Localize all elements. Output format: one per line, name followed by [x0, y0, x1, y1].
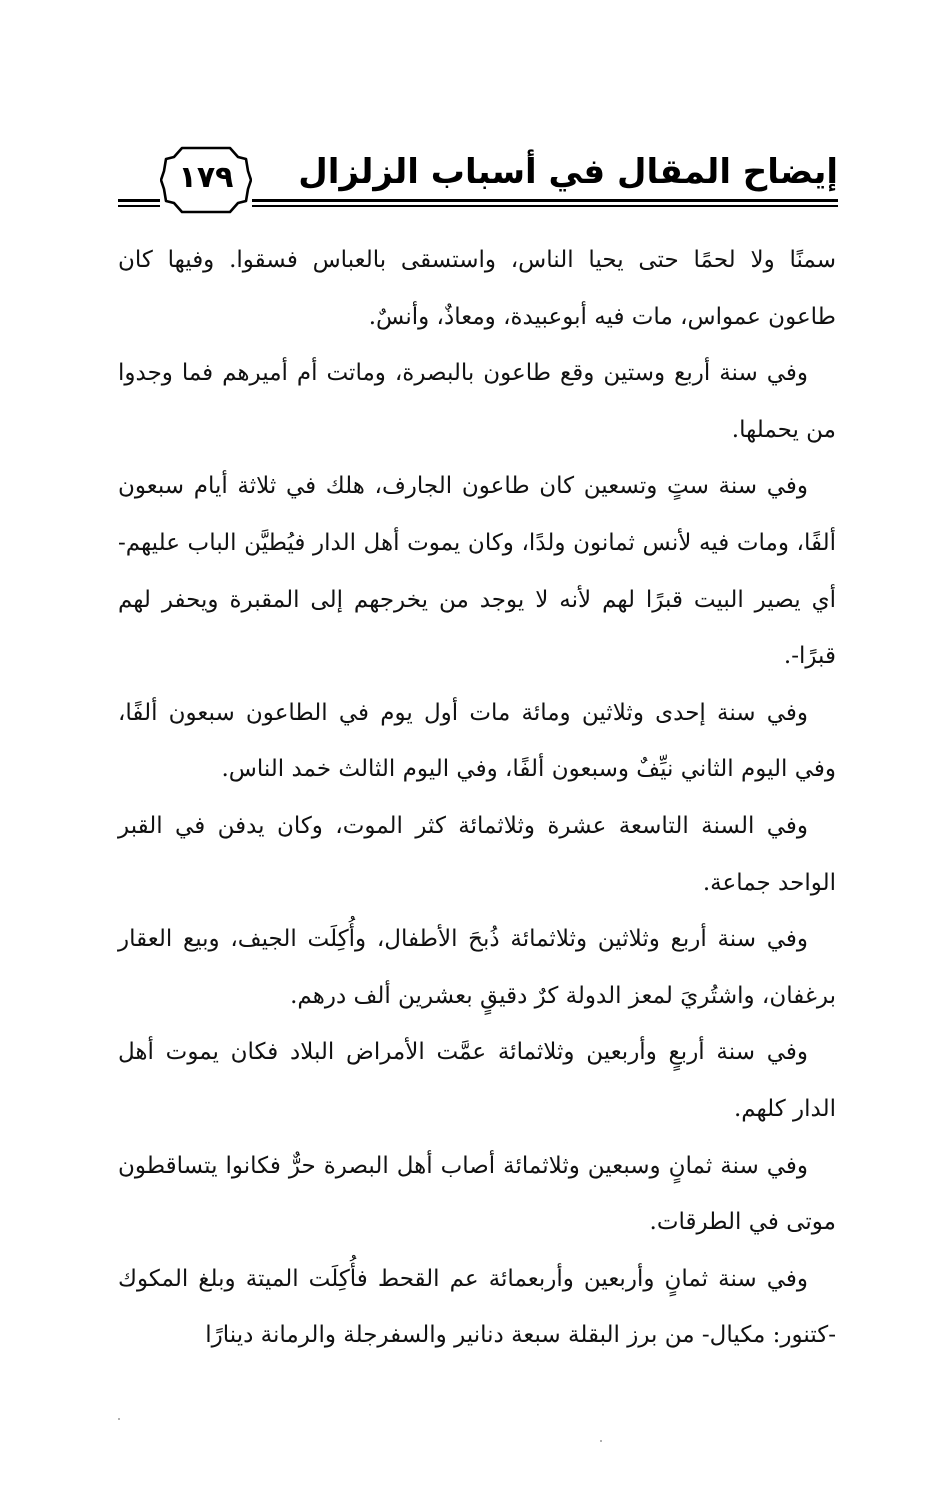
book-title: إيضاح المقال في أسباب الزلزال: [298, 152, 838, 192]
paragraph: وفي سنة ثمانٍ وسبعين وثلاثمائة أصاب أهل البصرة حرٌّ فكانوا يتساقطون موتى في الطرقات.: [118, 1152, 836, 1236]
paragraph: وفي سنة أربع وستين وقع طاعون بالبصرة، وماتت أم أميرهم فما وجدوا من يحملها.: [118, 360, 836, 443]
scan-speck: [600, 1440, 602, 1442]
paragraph: وفي سنة ثمانٍ وأربعين وأربعمائة عم القحط فأُكِلَت الميتة وبلغ المكوك -كتنور: مكيال- من برز البقلة سبعة دنانير والسفرجلة والرمانة دينارًا: [118, 1265, 836, 1349]
running-header: [118, 145, 838, 215]
paragraph: سمنًا ولا لحمًا حتى يحيا الناس، واستسقى بالعباس فسقوا. وفيها كان طاعون عمواس، مات فيه أبوعبيدة، ومعاذٌ، وأنسٌ.: [118, 247, 836, 330]
paragraph: وفي سنة أربع وثلاثين وثلاثمائة ذُبحَ الأطفال، وأُكِلَت الجيف، وبيع العقار برغفان، واشتُريَ لمعز الدولة كرٌ دقيقٍ بعشرين ألف درهم.: [118, 926, 836, 1009]
paragraph: وفي سنة أربعٍ وأربعين وثلاثمائة عمَّت الأمراض البلاد فكان يموت أهل الدار كلهم.: [118, 1039, 836, 1122]
body-text: [118, 232, 836, 1364]
paragraph: وفي السنة التاسعة عشرة وثلاثمائة كثر الموت، وكان يدفن في القبر الواحد جماعة.: [118, 812, 836, 896]
page-number: ١٧٩: [178, 160, 234, 195]
paragraph: وفي سنة ستٍ وتسعين كان طاعون الجارف، هلك في ثلاثة أيام سبعون ألفًا، ومات فيه لأنس ثمانون ولدًا، وكان يموت أهل الدار فيُطيَّن الباب عليهم-أي يصير البيت قبرًا لهم لأنه لا يوجد من يخرجهم إلى المقبرة ويحفر لهم قبرًا-.: [118, 473, 836, 670]
page-number-badge: [160, 145, 252, 215]
paragraph: وفي سنة إحدى وثلاثين ومائة مات أول يوم في الطاعون سبعون ألفًا، وفي اليوم الثاني نيِّفٌ وسبعون ألفًا، وفي اليوم الثالث خمد الناس.: [118, 699, 836, 783]
scan-speck: [118, 1418, 120, 1420]
